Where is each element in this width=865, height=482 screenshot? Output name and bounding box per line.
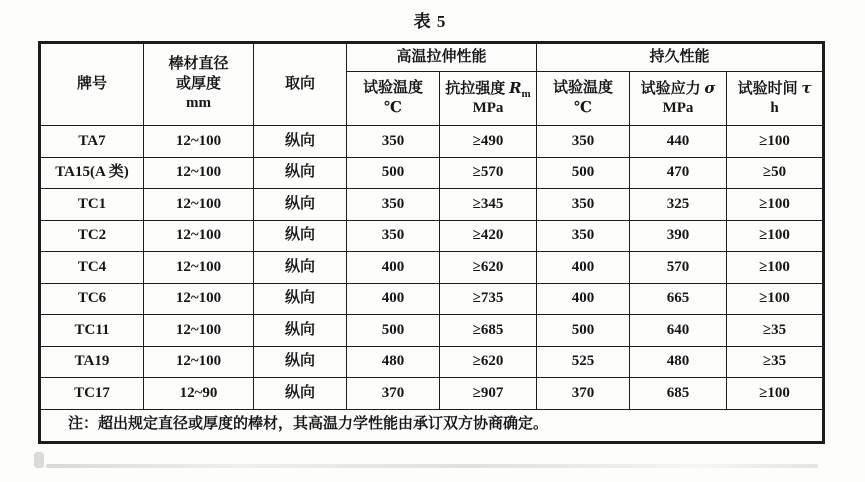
table-row <box>40 315 824 347</box>
endurance-temp-unit: ℃ <box>574 99 592 116</box>
cell-orientation: 纵向 <box>254 126 347 158</box>
cell-grade: TC6 <box>40 283 144 315</box>
cell-grade: TC4 <box>40 252 144 284</box>
cell-endurance-temp: 350 <box>537 126 630 158</box>
table-row <box>40 252 824 284</box>
cell-tensile-strength: ≥907 <box>440 378 537 410</box>
tensile-strength-label: 抗拉强度 <box>445 80 506 97</box>
header-group-tensile <box>347 43 537 72</box>
tensile-strength-subscript: m <box>521 87 531 100</box>
cell-endurance-time: ≥100 <box>727 126 824 158</box>
cell-grade: TA19 <box>40 346 144 378</box>
endurance-time-symbol: τ <box>801 78 812 97</box>
cell-endurance-stress: 390 <box>630 220 727 252</box>
cell-endurance-stress: 685 <box>630 378 727 410</box>
table-row <box>40 378 824 410</box>
table-row <box>40 283 824 315</box>
tensile-temp-unit: ℃ <box>384 99 402 116</box>
header-tensile-temp <box>347 72 440 126</box>
cell-tensile-temp: 500 <box>347 157 440 189</box>
cell-diameter: 12~100 <box>144 157 254 189</box>
header-group-tensile-label: 高温拉伸性能 <box>396 48 487 65</box>
cell-endurance-temp: 350 <box>537 220 630 252</box>
header-endurance-stress <box>630 72 727 126</box>
cell-endurance-time: ≥100 <box>727 378 824 410</box>
cell-tensile-temp: 400 <box>347 252 440 284</box>
endurance-stress-label: 试验应力 <box>640 80 701 97</box>
table-row <box>40 126 824 158</box>
table-row <box>40 157 824 189</box>
cell-endurance-time: ≥50 <box>727 157 824 189</box>
endurance-temp-label: 试验温度 <box>553 80 614 96</box>
tensile-strength-unit: MPa <box>472 100 504 116</box>
cell-tensile-temp: 400 <box>347 283 440 315</box>
header-endurance-temp <box>537 72 630 126</box>
table-row <box>40 220 824 252</box>
header-size-unit: mm <box>186 95 211 112</box>
cell-diameter: 12~100 <box>144 252 254 284</box>
cell-tensile-strength: ≥420 <box>440 220 537 252</box>
cell-endurance-temp: 400 <box>537 283 630 315</box>
cell-orientation: 纵向 <box>254 283 347 315</box>
cell-grade: TA7 <box>40 126 144 158</box>
table-note-cell <box>40 409 824 442</box>
cell-endurance-stress: 470 <box>630 157 727 189</box>
table-note-text: 注：超出规定直径或厚度的棒材，其高温力学性能由承订双方协商确定。 <box>68 416 549 433</box>
cell-endurance-temp: 500 <box>537 315 630 347</box>
cell-tensile-temp: 350 <box>347 220 440 252</box>
cell-endurance-temp: 350 <box>537 189 630 221</box>
table-row <box>40 189 824 221</box>
header-size-line2: 或厚度 <box>175 75 221 92</box>
header-group-endurance <box>537 43 824 72</box>
cell-tensile-strength: ≥620 <box>440 252 537 284</box>
cell-orientation: 纵向 <box>254 220 347 252</box>
header-grade-label: 牌号 <box>76 75 107 92</box>
cell-tensile-strength: ≥735 <box>440 283 537 315</box>
header-endurance-time <box>727 72 824 126</box>
cell-endurance-time: ≥35 <box>727 315 824 347</box>
cell-orientation: 纵向 <box>254 315 347 347</box>
tensile-strength-symbol: R <box>509 78 522 97</box>
cell-orientation: 纵向 <box>254 346 347 378</box>
cell-endurance-temp: 370 <box>537 378 630 410</box>
header-size-line1: 棒材直径 <box>168 56 229 73</box>
header-group-row <box>40 43 824 72</box>
endurance-time-label: 试验时间 <box>737 80 798 97</box>
table-row <box>40 346 824 378</box>
header-size <box>144 43 254 126</box>
cell-tensile-temp: 480 <box>347 346 440 378</box>
cell-endurance-stress: 665 <box>630 283 727 315</box>
cell-grade: TC17 <box>40 378 144 410</box>
cell-endurance-stress: 440 <box>630 126 727 158</box>
cell-endurance-temp: 400 <box>537 252 630 284</box>
cell-endurance-time: ≥100 <box>727 252 824 284</box>
cell-diameter: 12~100 <box>144 346 254 378</box>
cell-endurance-time: ≥100 <box>727 220 824 252</box>
properties-table <box>38 41 825 444</box>
cell-endurance-stress: 640 <box>630 315 727 347</box>
cell-orientation: 纵向 <box>254 189 347 221</box>
cell-endurance-stress: 570 <box>630 252 727 284</box>
cell-tensile-temp: 350 <box>347 126 440 158</box>
cell-endurance-stress: 325 <box>630 189 727 221</box>
cell-diameter: 12~100 <box>144 283 254 315</box>
cell-endurance-stress: 480 <box>630 346 727 378</box>
cell-tensile-temp: 500 <box>347 315 440 347</box>
scan-artifact-corner <box>34 452 44 468</box>
header-group-endurance-label: 持久性能 <box>649 48 710 65</box>
endurance-time-unit: h <box>770 100 779 116</box>
header-orientation <box>254 43 347 126</box>
cell-diameter: 12~100 <box>144 315 254 347</box>
endurance-stress-symbol: σ <box>704 78 716 97</box>
cell-endurance-time: ≥100 <box>727 189 824 221</box>
cell-tensile-strength: ≥345 <box>440 189 537 221</box>
cell-tensile-strength: ≥570 <box>440 157 537 189</box>
tensile-temp-label: 试验温度 <box>362 80 423 96</box>
cell-grade: TA15(A 类) <box>40 157 144 189</box>
cell-diameter: 12~100 <box>144 189 254 221</box>
cell-grade: TC1 <box>40 189 144 221</box>
endurance-stress-unit: MPa <box>662 100 694 116</box>
cell-orientation: 纵向 <box>254 157 347 189</box>
cell-diameter: 12~100 <box>144 126 254 158</box>
cell-tensile-temp: 350 <box>347 189 440 221</box>
header-grade <box>40 43 144 126</box>
cell-tensile-strength: ≥490 <box>440 126 537 158</box>
cell-diameter: 12~90 <box>144 378 254 410</box>
cell-grade: TC11 <box>40 315 144 347</box>
cell-tensile-strength: ≥620 <box>440 346 537 378</box>
table-title: 表 5 <box>413 12 447 31</box>
header-tensile-strength <box>440 72 537 126</box>
cell-endurance-temp: 500 <box>537 157 630 189</box>
header-orientation-label: 取向 <box>284 75 315 92</box>
cell-tensile-strength: ≥685 <box>440 315 537 347</box>
scan-artifact-bottom <box>46 464 818 468</box>
cell-tensile-temp: 370 <box>347 378 440 410</box>
cell-endurance-time: ≥35 <box>727 346 824 378</box>
table-note-row <box>40 409 824 442</box>
cell-orientation: 纵向 <box>254 378 347 410</box>
cell-grade: TC2 <box>40 220 144 252</box>
cell-diameter: 12~100 <box>144 220 254 252</box>
cell-endurance-time: ≥100 <box>727 283 824 315</box>
cell-orientation: 纵向 <box>254 252 347 284</box>
cell-endurance-temp: 525 <box>537 346 630 378</box>
